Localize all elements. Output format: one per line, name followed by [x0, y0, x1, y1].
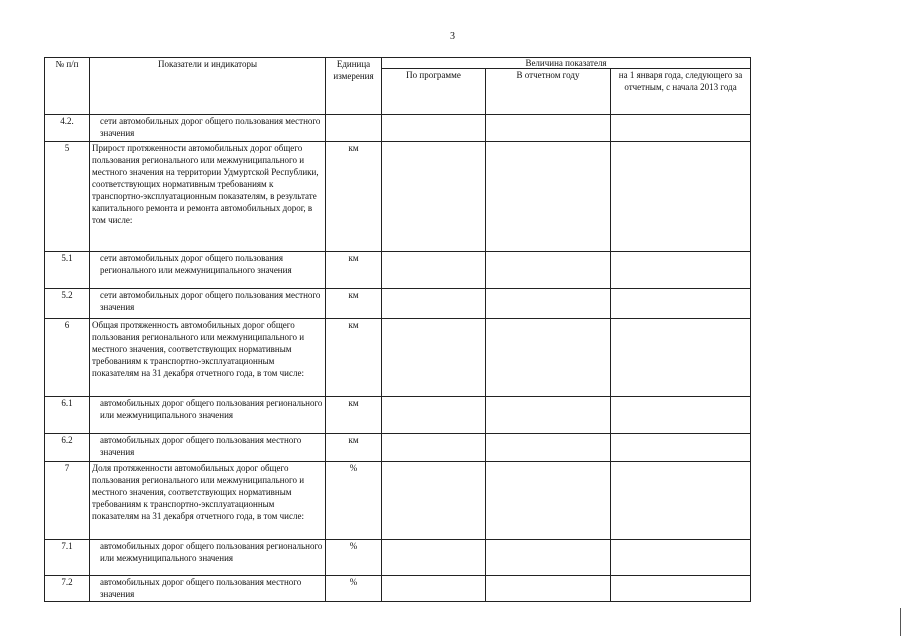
value-by-program: [382, 434, 486, 462]
row-number: 6: [45, 319, 90, 397]
row-number: 7: [45, 462, 90, 540]
row-number: 7.2: [45, 576, 90, 602]
value-by-program: [382, 576, 486, 602]
row-indicator: автомобильных дорог общего пользования местного значения: [90, 434, 326, 462]
row-indicator: Общая протяженность автомобильных дорог общего пользования регионального или межмуниципального и местного значения, соответствующих нормативным требованиям к транспортно-эксплуатационным показателям на 31 декабря отчетного года, в том числе:: [90, 319, 326, 397]
value-reporting-year: [486, 142, 611, 252]
row-number: 6.2: [45, 434, 90, 462]
value-since-start: [611, 289, 751, 319]
row-indicator: автомобильных дорог общего пользования местного значения: [90, 576, 326, 602]
row-unit: км: [326, 397, 382, 434]
table-row: [45, 397, 751, 434]
value-reporting-year: [486, 319, 611, 397]
row-indicator: сети автомобильных дорог общего пользования местного значения: [90, 115, 326, 142]
value-reporting-year: [486, 462, 611, 540]
header-reporting-year: В отчетном году: [486, 69, 611, 115]
value-by-program: [382, 397, 486, 434]
row-indicator: Доля протяженности автомобильных дорог общего пользования регионального или межмуниципального и местного значения, соответствующих нормативным требованиям к транспортно-эксплуатационным показателям на 31 декабря отчетного года, в том числе:: [90, 462, 326, 540]
table-row: [45, 319, 751, 397]
header-unit: Единица измерения: [326, 58, 382, 115]
row-number: 7.1: [45, 540, 90, 576]
row-unit: км: [326, 289, 382, 319]
value-since-start: [611, 142, 751, 252]
table-row: [45, 434, 751, 462]
value-reporting-year: [486, 289, 611, 319]
row-unit: [326, 115, 382, 142]
header-by-program: По программе: [382, 69, 486, 115]
page-number: 3: [450, 31, 455, 42]
row-unit: %: [326, 576, 382, 602]
table-row: [45, 289, 751, 319]
value-since-start: [611, 115, 751, 142]
row-indicator: сети автомобильных дорог общего пользования регионального или межмуниципального значения: [90, 252, 326, 289]
row-number: 5: [45, 142, 90, 252]
value-reporting-year: [486, 115, 611, 142]
row-unit: км: [326, 142, 382, 252]
table-row: [45, 115, 751, 142]
row-unit: км: [326, 319, 382, 397]
header-num: № п/п: [45, 58, 90, 115]
value-by-program: [382, 319, 486, 397]
indicators-table: [44, 57, 751, 602]
table-row: [45, 576, 751, 602]
value-by-program: [382, 540, 486, 576]
value-since-start: [611, 252, 751, 289]
value-reporting-year: [486, 576, 611, 602]
row-number: 6.1: [45, 397, 90, 434]
value-reporting-year: [486, 434, 611, 462]
row-unit: %: [326, 540, 382, 576]
value-by-program: [382, 462, 486, 540]
row-number: 5.2: [45, 289, 90, 319]
value-since-start: [611, 576, 751, 602]
value-since-start: [611, 434, 751, 462]
table-row: [45, 540, 751, 576]
row-indicator: сети автомобильных дорог общего пользования местного значения: [90, 289, 326, 319]
value-reporting-year: [486, 397, 611, 434]
row-unit: %: [326, 462, 382, 540]
row-unit: км: [326, 434, 382, 462]
row-unit: км: [326, 252, 382, 289]
row-number: 5.1: [45, 252, 90, 289]
value-by-program: [382, 142, 486, 252]
value-by-program: [382, 289, 486, 319]
value-since-start: [611, 319, 751, 397]
value-since-start: [611, 540, 751, 576]
table-row: [45, 142, 751, 252]
value-by-program: [382, 115, 486, 142]
value-by-program: [382, 252, 486, 289]
header-since-start: на 1 января года, следующего за отчетным, с начала 2013 года: [611, 69, 751, 115]
value-reporting-year: [486, 252, 611, 289]
row-indicator: Прирост протяженности автомобильных дорог общего пользования регионального или межмуниципального и местного значения на территории Удмуртской Республики, соответствующих нормативным требованиям к транспортно-эксплуатационным показателям, в результате капитального ремонта и ремонта автомобильных дорог, в том числе:: [90, 142, 326, 252]
table-row: [45, 462, 751, 540]
value-since-start: [611, 397, 751, 434]
table-row: [45, 252, 751, 289]
header-indicators: Показатели и индикаторы: [90, 58, 326, 115]
row-indicator: автомобильных дорог общего пользования регионального или межмуниципального значения: [90, 540, 326, 576]
row-indicator: автомобильных дорог общего пользования регионального или межмуниципального значения: [90, 397, 326, 434]
value-reporting-year: [486, 540, 611, 576]
row-number: 4.2.: [45, 115, 90, 142]
value-since-start: [611, 462, 751, 540]
header-value-group: Величина показателя: [382, 58, 751, 69]
scan-edge-mark: [900, 608, 901, 636]
